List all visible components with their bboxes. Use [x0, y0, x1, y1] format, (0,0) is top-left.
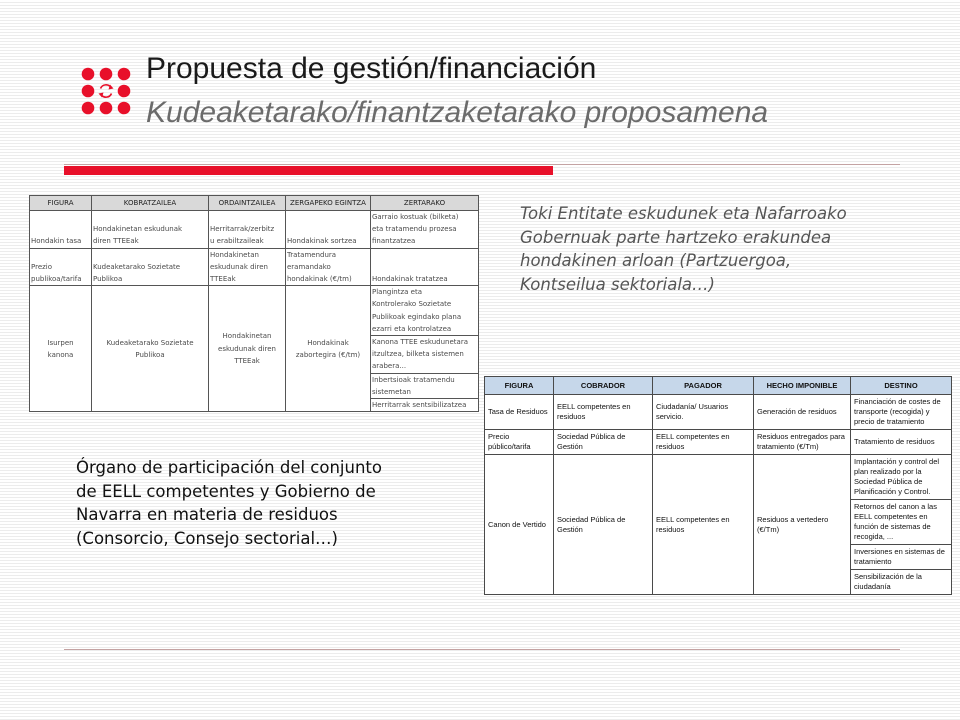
cell-hecho: Residuos a vertedero (€/Tm) [754, 455, 851, 595]
cell-cobrador: Sociedad Pública de Gestión [554, 430, 653, 455]
cell-destino: Implantación y control del plan realizado por la Sociedad Pública de Planificación y Control. [851, 455, 952, 500]
table-row [485, 455, 952, 500]
cell-ordaintzailea: Hondakinetan eskudunak diren TTEEak [209, 248, 286, 286]
cell-cobrador: EELL competentes en residuos [554, 395, 653, 430]
cell-egintza: Hondakinak sortzea [286, 211, 371, 249]
cell-zertarako: Garraio kostuak (bilketa) eta tratamendu prozesa finantzatzea [371, 211, 479, 249]
slide-subtitle: Kudeaketarako/finantzaketarako proposamena [146, 96, 769, 129]
cell-zertarako: Hondakinak tratatzea [371, 248, 479, 286]
header-zergapeko-egintza: ZERGAPEKO EGINTZA [286, 196, 371, 211]
cell-pagador: EELL competentes en residuos [653, 430, 754, 455]
header-cobrador: COBRADOR [554, 377, 653, 395]
cell-figura: Canon de Vertido [485, 455, 554, 595]
table-row [485, 430, 952, 455]
header-destino: DESTINO [851, 377, 952, 395]
accent-bar [64, 166, 553, 175]
basque-table [29, 195, 479, 412]
cell-figura: Prezio publikoa/tarifa [30, 248, 92, 286]
cell-figura: Tasa de Residuos [485, 395, 554, 430]
header-zertarako: ZERTARAKO [371, 196, 479, 211]
header-hecho-imponible: HECHO IMPONIBLE [754, 377, 851, 395]
cell-kobratzailea: Kudeaketarako Sozietate Publikoa [92, 248, 209, 286]
cell-zertarako: Plangintza eta Kontrolerako Sozietate Publikoak egindako plana ezarri eta kontrolatzea [371, 286, 479, 336]
cell-destino: Financiación de costes de transporte (recogida) y precio de tratamiento [851, 395, 952, 430]
logo-icon [80, 66, 132, 116]
cell-destino: Tratamiento de residuos [851, 430, 952, 455]
cell-zertarako: Kanona TTEE eskudunetara itzultzea, bilketa sistemen arabera... [371, 336, 479, 374]
cell-hecho: Generación de residuos [754, 395, 851, 430]
table-row [30, 211, 479, 249]
cell-pagador: EELL competentes en residuos [653, 455, 754, 595]
header-kobratzailea: KOBRATZAILEA [92, 196, 209, 211]
cell-figura: Hondakin tasa [30, 211, 92, 249]
cell-zertarako: Inbertsioak tratamendu sistemetan [371, 373, 479, 398]
cell-pagador: Ciudadanía/ Usuarios servicio. [653, 395, 754, 430]
cell-destino: Retornos del canon a las EELL competentes en función de sistemas de recogida, ... [851, 500, 952, 545]
cell-egintza: Hondakinak zabortegira (€/tm) [286, 286, 371, 412]
cell-destino: Inversiones en sistemas de tratamiento [851, 545, 952, 570]
table-row [30, 248, 479, 286]
note-spanish: Órgano de participación del conjunto de EELL competentes y Gobierno de Navarra en materia de residuos (Consorcio, Consejo sectorial…) [76, 458, 382, 548]
cell-kobratzailea: Hondakinetan eskudunak diren TTEEak [92, 211, 209, 249]
cell-egintza: Tratamendura eramandako hondakinak (€/tm) [286, 248, 371, 286]
header-figura: FIGURA [30, 196, 92, 211]
cell-destino: Sensibilización de la ciudadanía [851, 570, 952, 595]
table-row [485, 395, 952, 430]
table-row [30, 286, 479, 336]
cell-zertarako: Herritarrak sentsibilizatzea [371, 399, 479, 412]
cell-kobratzailea: Kudeaketarako Sozietate Publikoa [92, 286, 209, 412]
header-figura: FIGURA [485, 377, 554, 395]
cell-hecho: Residuos entregados para tratamiento (€/Tm) [754, 430, 851, 455]
spanish-table [484, 376, 952, 595]
cell-figura: Precio público/tarifa [485, 430, 554, 455]
note-basque: Toki Entitate eskudunek eta Nafarroako Gobernuak parte hartzeko erakundea hondakinen arloan (Partzuergoa, Kontseilua sektoriala…) [520, 204, 847, 294]
footer-divider [64, 649, 900, 650]
header-pagador: PAGADOR [653, 377, 754, 395]
cell-cobrador: Sociedad Pública de Gestión [554, 455, 653, 595]
cell-ordaintzailea: Herritarrak/zerbitz u erabiltzaileak [209, 211, 286, 249]
cell-ordaintzailea: Hondakinetan eskudunak diren TTEEak [209, 286, 286, 412]
cell-figura: Isurpen kanona [30, 286, 92, 412]
slide-title: Propuesta de gestión/financiación [146, 52, 597, 85]
title-divider [64, 164, 900, 165]
header-ordaintzailea: ORDAINTZAILEA [209, 196, 286, 211]
